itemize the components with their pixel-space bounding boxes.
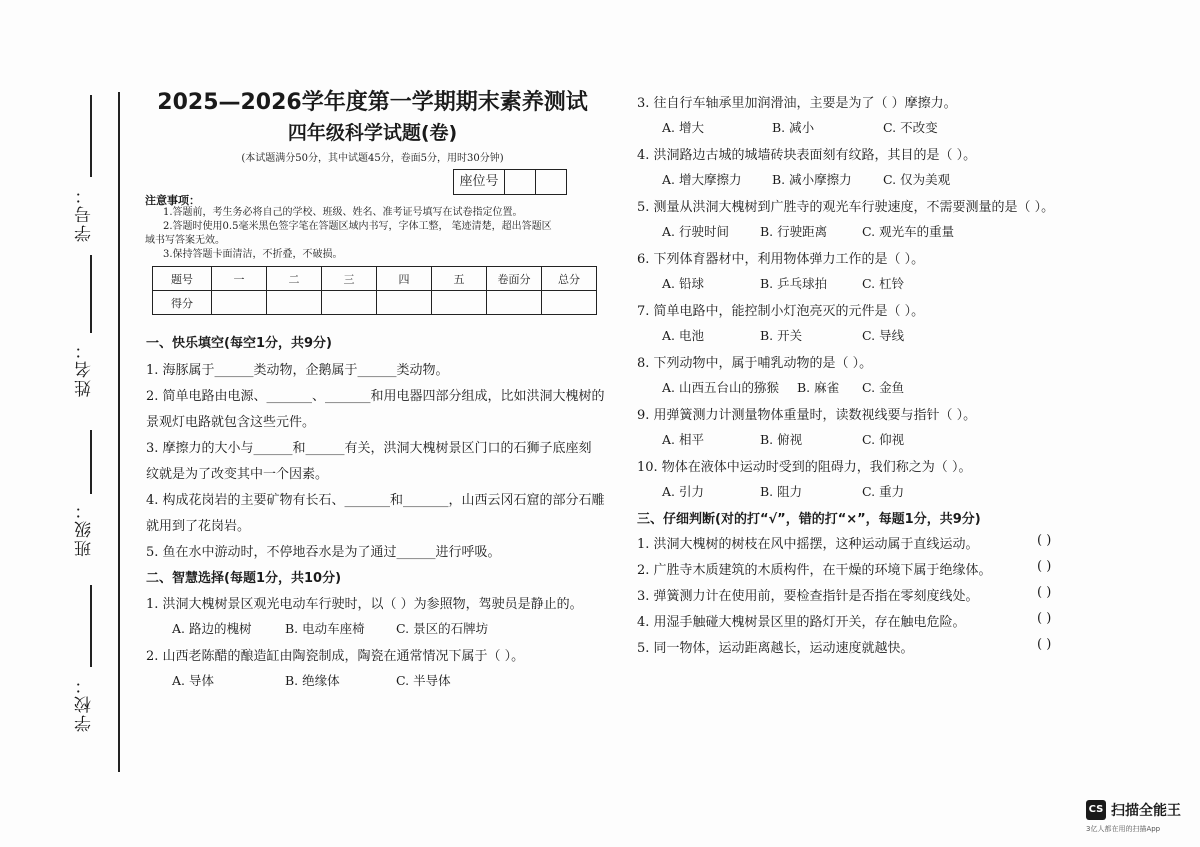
choice-option: A. 路边的槐树 [172, 621, 252, 636]
fill-blank-line: 就用到了花岗岩。 [146, 519, 251, 534]
name-label: 姓名： [75, 340, 95, 397]
choice-question-stem: 6. 下列体育器材中，利用物体弹力工作的是（ ）。 [637, 252, 925, 267]
note-item: 2.答题时使用0.5毫米黑色签字笔在答题区域内书写，字体工整， 笔迹清楚，超出答题区 [163, 221, 552, 232]
school-underline [90, 585, 92, 667]
judgment-item: 3. 弹簧测力计在使用前，要检查指针是否指在零刻度线处。 [637, 589, 979, 604]
score-cell[interactable] [322, 291, 377, 315]
choice-option: A. 增大 [662, 120, 704, 135]
choice-option: C. 金鱼 [862, 380, 905, 395]
binding-line [118, 92, 120, 772]
class-underline [90, 430, 92, 494]
seat-number-cell[interactable] [536, 170, 566, 194]
answer-parentheses[interactable]: ( ) [1037, 637, 1052, 652]
choice-option: A. 相平 [662, 432, 704, 447]
score-header-cell: 三 [322, 267, 377, 291]
class-field [72, 500, 102, 557]
score-cell[interactable] [267, 291, 322, 315]
choice-option: C. 景区的石牌坊 [396, 621, 489, 636]
choice-option: A. 增大摩擦力 [662, 172, 742, 187]
exam-subtitle: 四年级科学试题(卷) [287, 122, 458, 144]
score-cell[interactable] [377, 291, 432, 315]
section-1-title: 一、快乐填空(每空1分，共9分) [146, 336, 332, 351]
class-label: 班级： [75, 500, 95, 557]
choice-question-stem: 10. 物体在液体中运动时受到的阻碍力，我们称之为（ ）。 [637, 460, 972, 475]
score-row-label: 得分 [153, 291, 212, 315]
exam-note: (本试题满分50分，其中试题45分，卷面5分，用时30分钟) [241, 153, 504, 164]
exam-title: 2025—2026学年度第一学期期末素养测试 [157, 90, 588, 115]
fill-blank-line: 3. 摩擦力的大小与______和______有关，洪洞大槐树景区门口的石狮子底座刻 [146, 441, 592, 456]
choice-option: B. 电动车座椅 [285, 621, 365, 636]
fill-blank-line: 1. 海豚属于______类动物，企鹅属于______类动物。 [146, 363, 449, 378]
section-3-title: 三、仔细判断(对的打“√”，错的打“×”，每题1分，共9分) [637, 512, 981, 527]
score-cell[interactable] [432, 291, 487, 315]
choice-option: B. 乒乓球拍 [760, 276, 828, 291]
watermark-app-name: 扫描全能王 [1111, 803, 1181, 819]
choice-option: B. 阻力 [760, 484, 803, 499]
choice-question-stem: 5. 测量从洪洞大槐树到广胜寺的观光车行驶速度，不需要测量的是（ ）。 [637, 200, 1055, 215]
score-cell[interactable] [487, 291, 542, 315]
choice-question-stem: 2. 山西老陈醋的酿造缸由陶瓷制成，陶瓷在通常情况下属于（ ）。 [146, 649, 525, 664]
choice-option: B. 开关 [760, 328, 803, 343]
note-item: 3.保持答题卡面清洁，不折叠，不破损。 [163, 249, 343, 260]
choice-option: C. 仅为美观 [883, 172, 951, 187]
notes-heading: 注意事项： [145, 194, 200, 207]
choice-option: B. 减小摩擦力 [772, 172, 852, 187]
judgment-item: 2. 广胜寺木质建筑的木质构件，在干燥的环境下属于绝缘体。 [637, 563, 992, 578]
fill-blank-line: 2. 简单电路由电源、_______、_______和用电器四部分组成，比如洪洞大槐树的 [146, 389, 605, 404]
student-id-label: 学号： [75, 185, 95, 242]
score-cell[interactable] [212, 291, 267, 315]
answer-parentheses[interactable]: ( ) [1037, 611, 1052, 626]
school-label: 学校： [75, 675, 95, 732]
choice-option: C. 不改变 [883, 120, 938, 135]
choice-option: B. 减小 [772, 120, 815, 135]
name-underline [90, 255, 92, 333]
note-item: 域书写答案无效。 [145, 235, 225, 246]
choice-option: B. 行驶距离 [760, 224, 828, 239]
seat-number-box [453, 169, 567, 195]
choice-option: C. 观光车的重量 [862, 224, 955, 239]
judgment-item: 1. 洪洞大槐树的树枝在风中摇摆，这种运动属于直线运动。 [637, 537, 979, 552]
choice-question-stem: 3. 往自行车轴承里加润滑油，主要是为了（ ）摩擦力。 [637, 96, 957, 111]
seat-number-cell[interactable] [505, 170, 536, 194]
choice-option: C. 半导体 [396, 673, 451, 688]
score-table [152, 266, 597, 315]
judgment-item: 4. 用湿手触碰大槐树景区里的路灯开关，存在触电危险。 [637, 615, 966, 630]
note-item: 1.答题前，考生务必将自己的学校、班级、姓名、准考证号填写在试卷指定位置。 [163, 207, 523, 218]
score-header-cell: 一 [212, 267, 267, 291]
choice-option: A. 铅球 [662, 276, 704, 291]
fill-blank-line: 景观灯电路就包含这些元件。 [146, 415, 316, 430]
section-2-title: 二、智慧选择(每题1分，共10分) [146, 571, 342, 586]
choice-option: B. 绝缘体 [285, 673, 340, 688]
fill-blank-line: 纹就是为了改变其中一个因素。 [146, 467, 329, 482]
choice-question-stem: 8. 下列动物中，属于哺乳动物的是（ ）。 [637, 356, 873, 371]
score-header-cell: 二 [267, 267, 322, 291]
judgment-item: 5. 同一物体，运动距离越长，运动速度就越快。 [637, 641, 914, 656]
school-field [72, 675, 102, 732]
choice-option: A. 行驶时间 [662, 224, 729, 239]
choice-option: C. 导线 [862, 328, 905, 343]
score-header-cell: 题号 [153, 267, 212, 291]
score-table-row [153, 291, 597, 315]
answer-parentheses[interactable]: ( ) [1037, 533, 1052, 548]
choice-option: A. 电池 [662, 328, 704, 343]
choice-option: B. 麻雀 [797, 380, 840, 395]
score-header-cell: 总分 [542, 267, 597, 291]
choice-question-stem: 7. 简单电路中，能控制小灯泡亮灭的元件是（ ）。 [637, 304, 925, 319]
name-field [72, 340, 102, 397]
choice-option: A. 引力 [662, 484, 704, 499]
choice-option: C. 杠铃 [862, 276, 905, 291]
answer-parentheses[interactable]: ( ) [1037, 559, 1052, 574]
score-header-cell: 卷面分 [487, 267, 542, 291]
choice-option: A. 山西五台山的猕猴 [662, 380, 779, 395]
score-table-header-row [153, 267, 597, 291]
choice-question-stem: 1. 洪洞大槐树景区观光电动车行驶时，以（ ）为参照物，驾驶员是静止的。 [146, 597, 583, 612]
answer-parentheses[interactable]: ( ) [1037, 585, 1052, 600]
fill-blank-line: 4. 构成花岗岩的主要矿物有长石、_______和_______，山西云冈石窟的部分石雕 [146, 493, 605, 508]
student-id-underline [90, 95, 92, 177]
score-header-cell: 四 [377, 267, 432, 291]
watermark-slogan: 3亿人都在用的扫描App [1086, 825, 1161, 833]
choice-option: A. 导体 [172, 673, 214, 688]
choice-option: B. 俯视 [760, 432, 803, 447]
choice-option: C. 重力 [862, 484, 905, 499]
fill-blank-line: 5. 鱼在水中游动时，不停地吞水是为了通过______进行呼吸。 [146, 545, 501, 560]
choice-question-stem: 9. 用弹簧测力计测量物体重量时，读数视线要与指针（ ）。 [637, 408, 977, 423]
student-id-field [72, 185, 102, 242]
choice-question-stem: 4. 洪洞路边古城的城墙砖块表面刻有纹路，其目的是（ ）。 [637, 148, 977, 163]
camscanner-logo-icon: CS [1086, 800, 1106, 820]
seat-number-label: 座位号 [454, 170, 505, 194]
choice-option: C. 仰视 [862, 432, 905, 447]
score-header-cell: 五 [432, 267, 487, 291]
score-cell[interactable] [542, 291, 597, 315]
